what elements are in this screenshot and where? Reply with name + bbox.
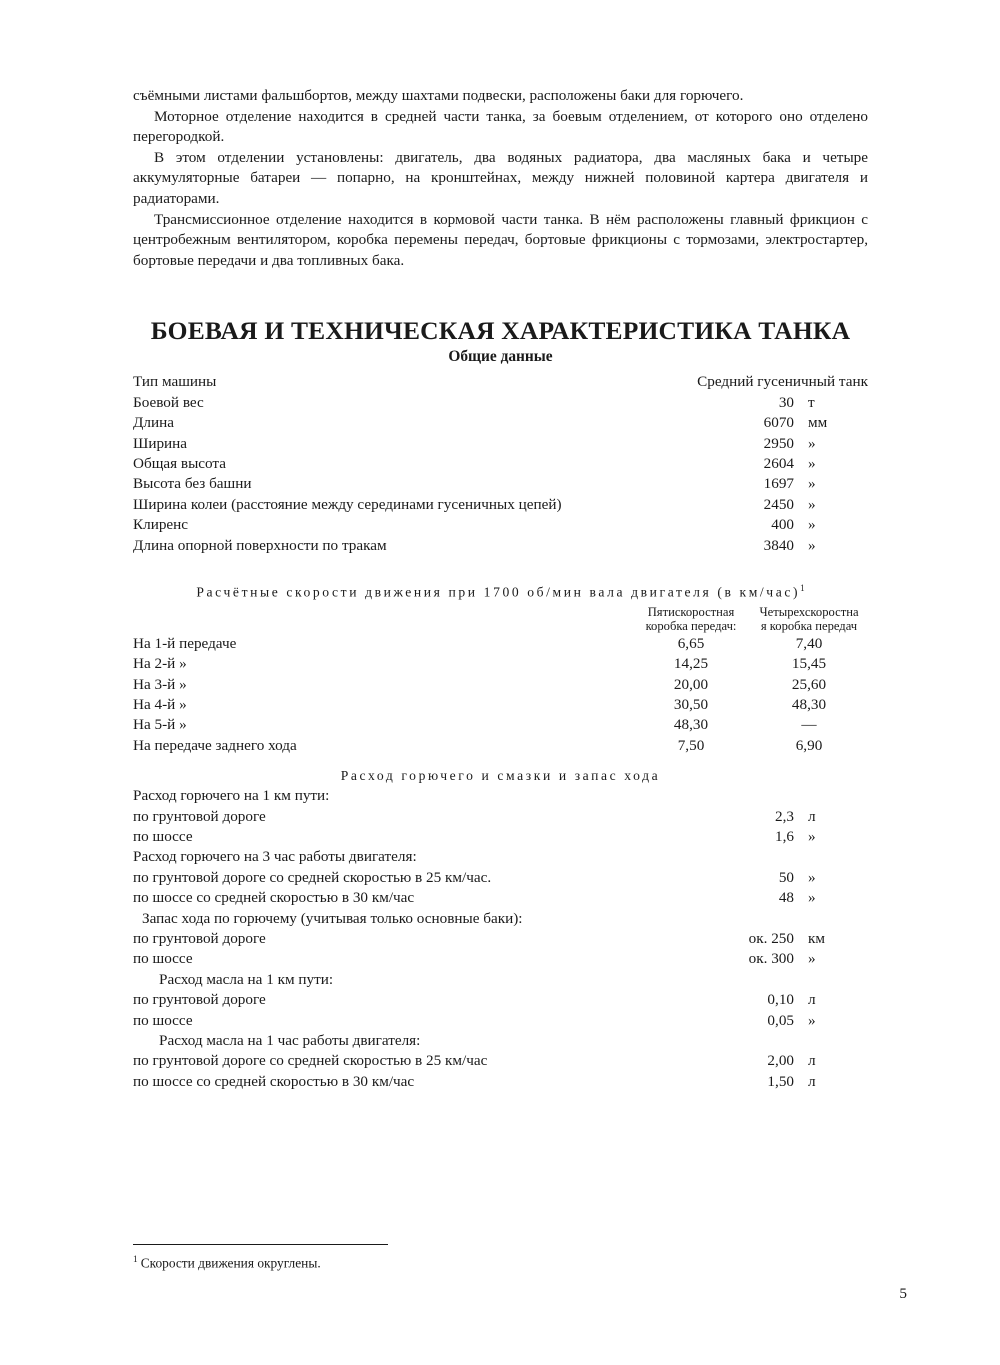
spec-unit: » (808, 1011, 816, 1029)
table-row (133, 654, 868, 674)
gear-value-five-speed: 30,50 (673, 695, 709, 713)
gear-label: На 5-й » (133, 716, 187, 734)
spec-value: ок. 300 (748, 950, 794, 968)
spec-value: 400 (771, 516, 794, 534)
table-row (133, 970, 868, 990)
gear-value-five-speed: 20,00 (673, 675, 709, 693)
table-row (133, 888, 868, 908)
section-subtitle: Общие данные (448, 348, 553, 366)
paragraph-transmission-compartment: Трансмиссионное отделение находится в кормовой части танка. В нём расположены главный фрикцион с центробежным вентилятором, коробка перемены передач, бортовые фрикционы с тормозами, электростартер, бортовые передачи и два топливных бака. (133, 210, 868, 269)
spec-label: по шоссе со средней скоростью в 30 км/час (133, 889, 415, 907)
table-row (133, 1031, 868, 1051)
gear-table-header (133, 605, 868, 634)
spec-label: Ширина (133, 434, 188, 452)
spec-value: 2450 (763, 495, 794, 513)
spec-label: Клиренс (133, 516, 189, 534)
gear-value-five-speed: 48,30 (673, 716, 709, 734)
table-row (133, 675, 868, 695)
spec-value: 2604 (763, 454, 794, 472)
consumption-section-heading: Расход горючего и смазки и запас хода (340, 768, 661, 784)
paragraph-continued: съёмными листами фальшбортов, между шахтами подвески, расположены баки для горючего. (133, 87, 744, 104)
gear-label: На 1-й передаче (133, 634, 237, 652)
column-header-five-speed (632, 605, 750, 634)
paragraph-engine-compartment: Моторное отделение находится в средней части танка, за боевым отделением, от которого оно отделено перегородкой. (133, 107, 868, 146)
spec-unit: » (808, 454, 816, 472)
table-row (133, 413, 868, 433)
spec-label: Тип машины (133, 373, 217, 391)
spacer (133, 756, 868, 766)
table-row (133, 807, 868, 827)
gear-label: На передаче заднего хода (133, 736, 297, 754)
spec-label: по грунтовой дороге со средней скоростью в 25 км/час. (133, 868, 492, 886)
spec-label: Расход горючего на 3 час работы двигателя: (133, 848, 417, 866)
spec-label: по грунтовой дороге (133, 930, 266, 947)
spec-label: Запас хода по горючему (учитывая только основные баки): (142, 909, 523, 927)
table-row (133, 634, 868, 654)
spec-label: Боевой вес (133, 393, 204, 411)
table-row (133, 929, 868, 949)
spacer (133, 605, 632, 634)
spec-value: 50 (778, 868, 794, 886)
spec-value: 48 (778, 889, 794, 907)
footnote-area (133, 1244, 533, 1272)
spec-label: Расход горючего на 1 км пути: (133, 787, 330, 805)
table-row (133, 536, 868, 556)
spec-value: 0,10 (767, 991, 794, 1009)
table-row (133, 495, 868, 515)
spec-unit: л (808, 1072, 816, 1090)
intro-paragraph-block (133, 86, 868, 271)
spec-label: по шоссе (133, 950, 193, 968)
footnote (133, 1251, 533, 1272)
column-header-line-1: Четырехскоростна (759, 604, 859, 619)
spec-unit: л (808, 991, 816, 1009)
spec-value: 6070 (763, 414, 794, 432)
gear-value-four-speed: 48,30 (791, 695, 827, 713)
table-row (133, 847, 868, 867)
table-row (133, 434, 868, 454)
spec-label: по грунтовой дороге (133, 991, 266, 1009)
footnote-separator (133, 1244, 388, 1245)
gear-label: На 4-й » (133, 695, 187, 713)
table-row (133, 1072, 868, 1092)
spec-unit: » (808, 950, 816, 968)
speeds-section (133, 578, 868, 756)
footnote-marker: 1 (800, 583, 805, 593)
page-number: 5 (899, 1285, 907, 1302)
spec-label: по шоссе (133, 1011, 193, 1029)
spec-unit: » (808, 495, 816, 513)
spec-unit: т (808, 393, 815, 411)
spec-label: Высота без башни (133, 475, 252, 493)
spec-unit: » (808, 868, 816, 886)
gear-value-five-speed: 14,25 (673, 655, 709, 673)
table-row (133, 827, 868, 847)
spec-unit: » (808, 516, 816, 534)
spec-unit: » (808, 889, 816, 907)
gear-label: На 2-й » (133, 655, 187, 673)
gear-value-four-speed: — (801, 716, 817, 734)
table-row (133, 1011, 868, 1031)
spec-label: по шоссе (133, 827, 193, 845)
spec-label: Ширина колеи (расстояние между серединами гусеничных цепей) (133, 495, 562, 513)
spec-label: по грунтовой дороге со средней скоростью в 25 км/час (133, 1052, 488, 1070)
footnote-text: Скорости движения округлены. (140, 1255, 321, 1271)
spacer (133, 271, 868, 316)
spec-label: Общая высота (133, 454, 226, 472)
table-row (133, 909, 868, 929)
page-title: БОЕВАЯ И ТЕХНИЧЕСКАЯ ХАРАКТЕРИСТИКА ТАНКА (150, 316, 851, 346)
spec-label: Длина (133, 414, 174, 432)
table-row (133, 515, 868, 535)
spec-value: Средний гусеничный танк (697, 373, 868, 391)
table-row (133, 949, 868, 969)
paragraph-compartment-contents: В этом отделении установлены: двигатель, два водяных радиатора, два масляных бака и четыре аккумуляторные батареи — попарно, на кронштейнах, между нижней половиной картера двигателя и радиаторами. (133, 148, 868, 207)
column-header-four-speed (750, 605, 868, 634)
page-content (133, 86, 868, 1092)
spec-unit: л (808, 1052, 816, 1070)
spec-value: 2,3 (775, 807, 794, 825)
spec-unit: » (808, 827, 816, 845)
spec-value: 3840 (763, 536, 794, 554)
gear-value-four-speed: 15,45 (791, 655, 827, 673)
speeds-heading-text: Расчётные скорости движения при 1700 об/мин вала двигателя (в км/час) (196, 584, 801, 600)
spec-label: по грунтовой дороге (133, 807, 266, 825)
spec-value: ок. 250 (748, 930, 794, 947)
consumption-section (133, 766, 868, 1092)
column-header-line-2: коробка передач: (645, 619, 737, 634)
column-header-line-2: я коробка передач (760, 619, 858, 634)
spec-label: по шоссе со средней скоростью в 30 км/час (133, 1072, 415, 1090)
spacer (133, 556, 868, 578)
table-row (133, 1051, 868, 1071)
spec-label: Расход масла на 1 км пути: (159, 970, 334, 988)
table-row (133, 736, 868, 756)
footnote-marker: 1 (133, 1255, 138, 1265)
spec-value: 1,50 (767, 1072, 794, 1090)
speeds-section-heading (133, 578, 868, 603)
spec-label: Длина опорной поверхности по тракам (133, 536, 387, 554)
table-row (133, 715, 868, 735)
table-row (133, 393, 868, 413)
table-row (133, 372, 868, 392)
table-row (133, 868, 868, 888)
table-row (133, 454, 868, 474)
spec-value: 1,6 (775, 827, 794, 845)
spec-unit: км (808, 930, 825, 947)
table-row (133, 474, 868, 494)
spec-unit: » (808, 434, 816, 452)
spec-value: 2,00 (767, 1052, 794, 1070)
spec-unit: » (808, 475, 816, 493)
gear-label: На 3-й » (133, 675, 187, 693)
general-data-table (133, 372, 868, 556)
spec-value: 1697 (763, 475, 794, 493)
gear-value-four-speed: 25,60 (791, 675, 827, 693)
gear-value-four-speed: 6,90 (795, 736, 823, 754)
spec-unit: л (808, 807, 816, 825)
column-header-line-1: Пятискоростная (647, 604, 735, 619)
table-row (133, 786, 868, 806)
spec-label: Расход масла на 1 час работы двигателя: (159, 1032, 421, 1050)
gear-value-five-speed: 7,50 (677, 736, 705, 754)
table-row (133, 990, 868, 1010)
spec-unit: » (808, 536, 816, 554)
spec-value: 30 (778, 393, 794, 411)
spec-value: 0,05 (767, 1011, 794, 1029)
gear-value-four-speed: 7,40 (795, 634, 823, 652)
spec-value: 2950 (763, 434, 794, 452)
spec-unit: мм (808, 414, 828, 432)
gear-value-five-speed: 6,65 (677, 634, 705, 652)
table-row (133, 695, 868, 715)
